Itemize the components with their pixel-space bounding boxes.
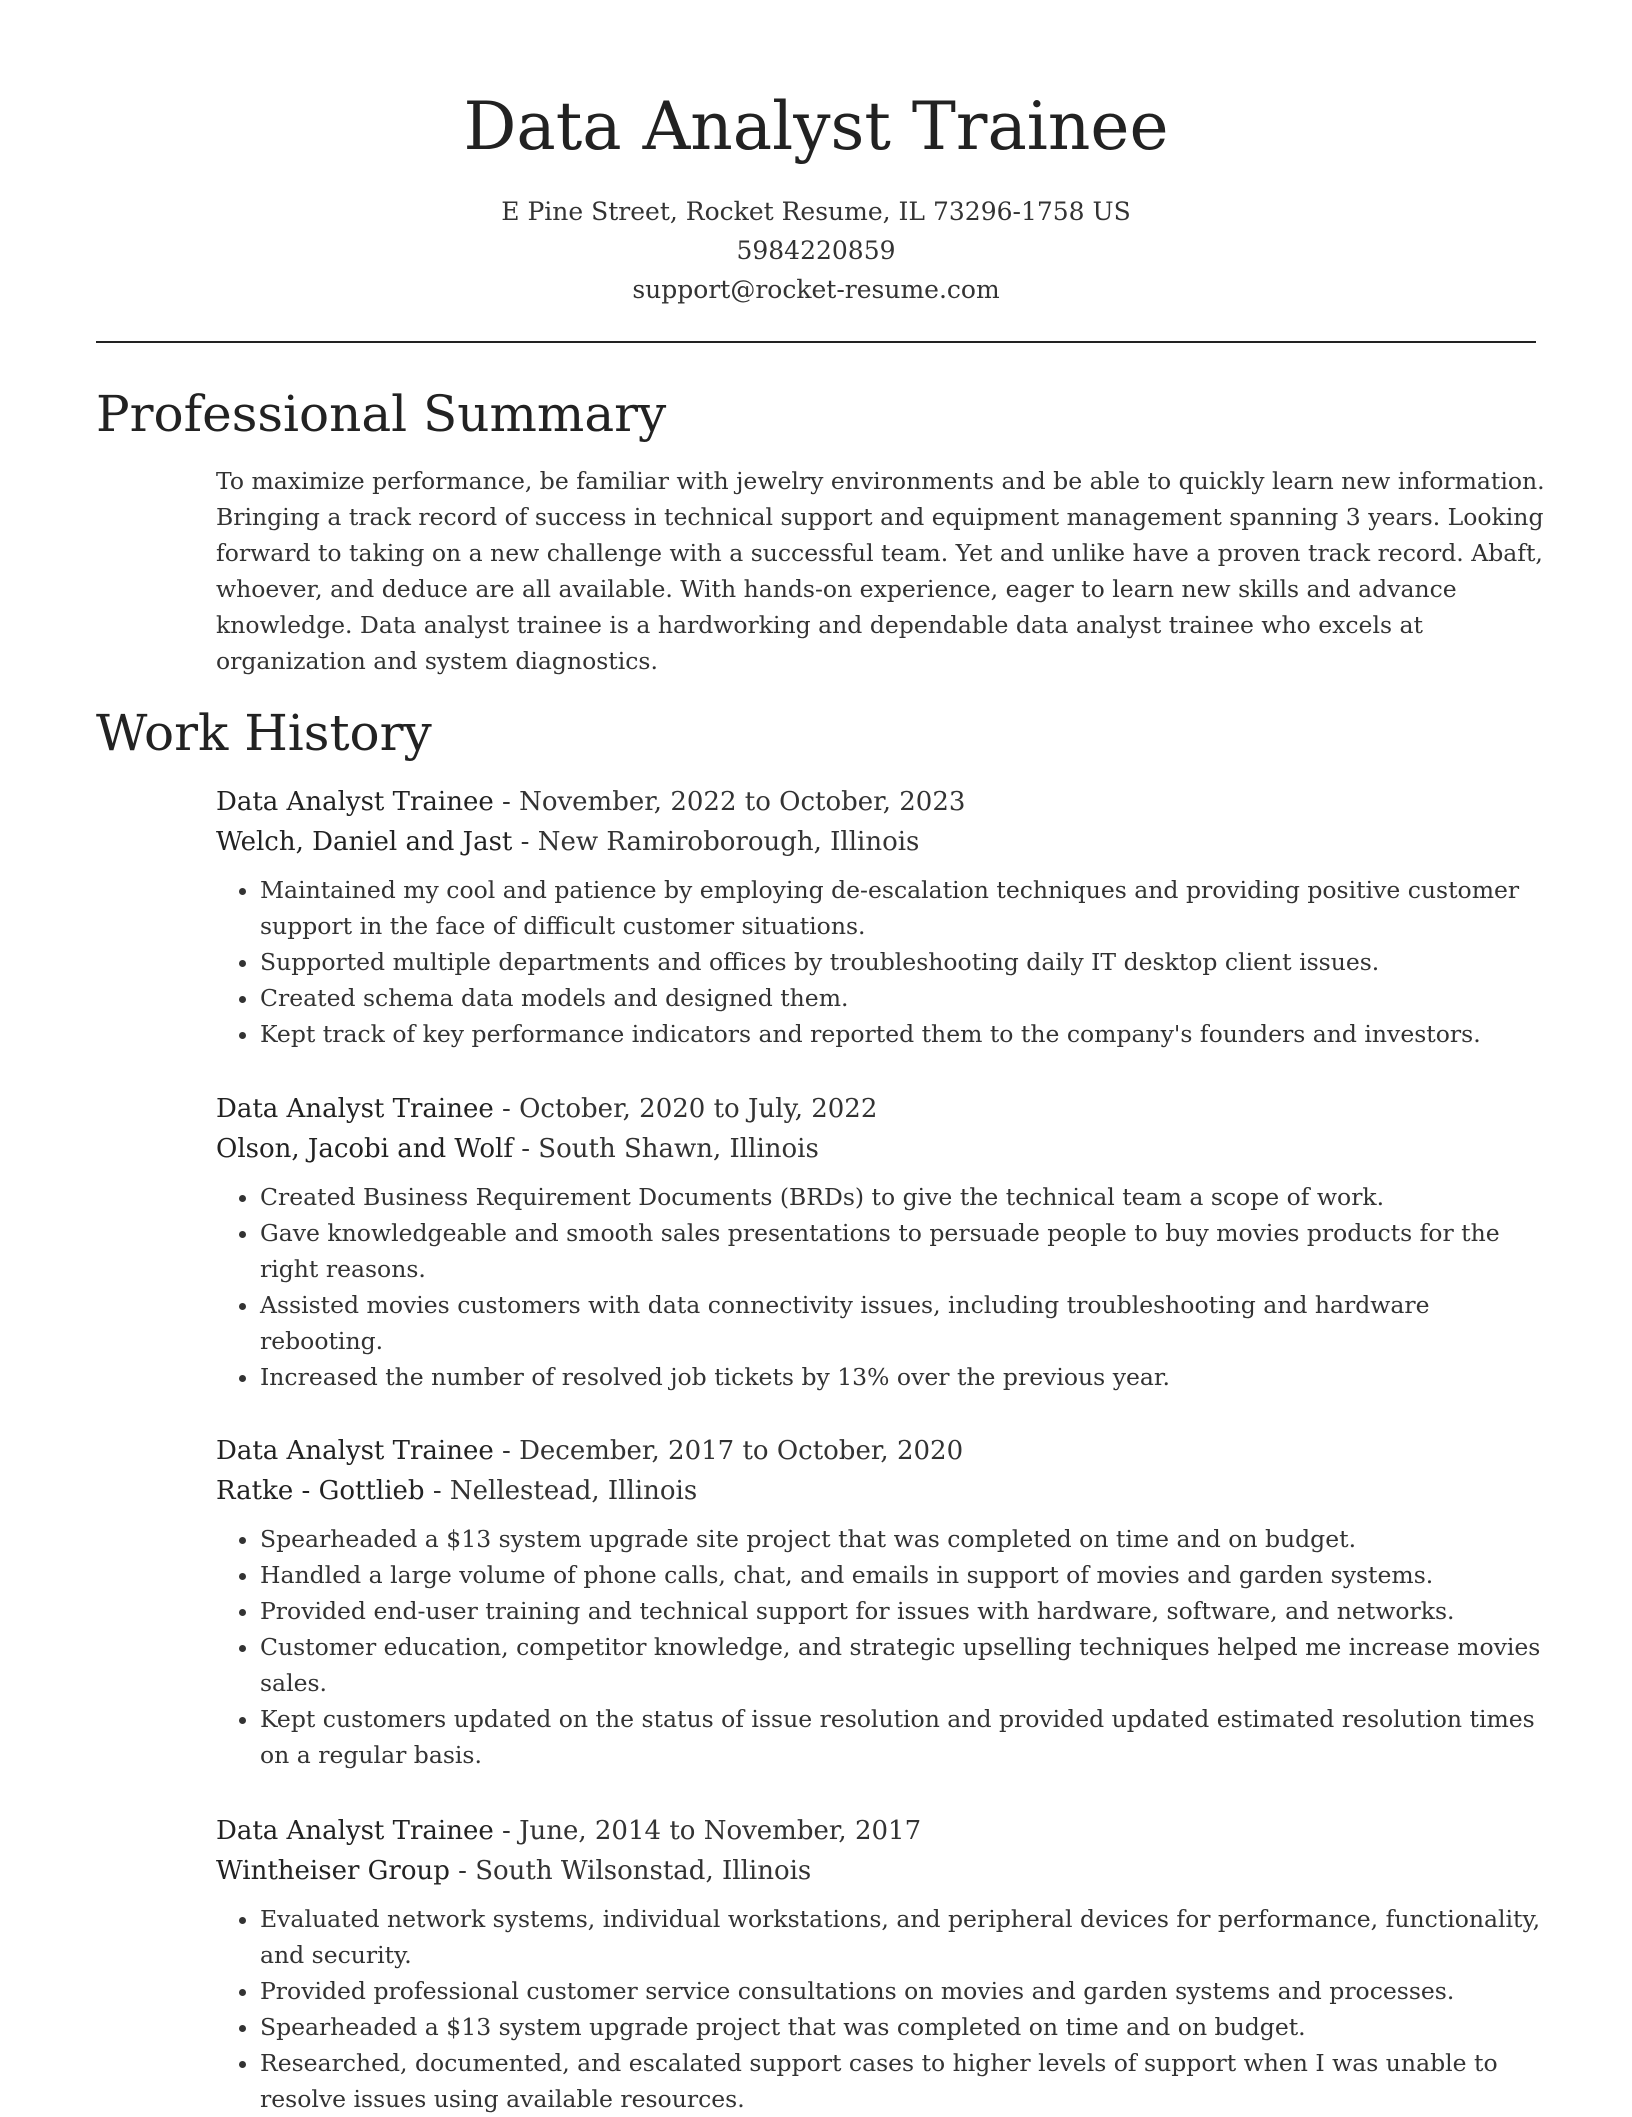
job-title-line (216, 1089, 1546, 1129)
job-bullets (216, 872, 1546, 1052)
job-company-line (216, 822, 1546, 862)
job-bullet: • Maintained my cool and patience by employing de-escalation techniques and providing positive customer support in the face of difficult customer situations. (260, 872, 1546, 944)
job-company: Ratke - Gottlieb (216, 1476, 425, 1506)
job-company: Olson, Jacobi and Wolf (216, 1134, 513, 1164)
job-bullet: • Supported multiple departments and offices by troubleshooting daily IT desktop client issues. (260, 944, 1546, 980)
job-location: - South Wilsonstad, Illinois (449, 1856, 812, 1886)
job-bullet: • Spearheaded a $13 system upgrade site project that was completed on time and on budget. (260, 1521, 1546, 1557)
job-bullet: • Customer education, competitor knowledge, and strategic upselling techniques helped me increase movies sales. (260, 1629, 1546, 1701)
job-dates: - November, 2022 to October, 2023 (493, 787, 966, 817)
job-dates: - June, 2014 to November, 2017 (493, 1816, 922, 1846)
job-dates: - October, 2020 to July, 2022 (493, 1094, 878, 1124)
job-title: Data Analyst Trainee (216, 787, 494, 817)
summary-text: To maximize performance, be familiar with jewelry environments and be able to quickly learn new information. Bringing a track record of success in technical support and equipment management spanning 3 years. Looking forward to taking on a new challenge with a successful team. Yet and unlike have a proven track record. Abaft, whoever, and deduce are all available. With hands-on experience, eager to learn new skills and advance knowledge. Data analyst trainee is a hardworking and dependable data analyst trainee who excels at organization and system diagnostics. (216, 467, 1545, 675)
job-bullet: • Kept track of key performance indicators and reported them to the company's founders and investors. (260, 1016, 1546, 1052)
job-bullet: • Provided professional customer service consultations on movies and garden systems and processes. (260, 1973, 1546, 2009)
job-bullet: • Handled a large volume of phone calls, chat, and emails in support of movies and garden systems. (260, 1557, 1546, 1593)
header-divider (96, 341, 1536, 343)
job-bullet: • Assisted movies customers with data connectivity issues, including troubleshooting and hardware rebooting. (260, 1287, 1546, 1359)
job-bullet: • Evaluated network systems, individual workstations, and peripheral devices for performance, functionality, and security. (260, 1901, 1546, 1973)
job-location: - Nellestead, Illinois (424, 1476, 698, 1506)
job-entry (216, 1089, 1546, 1395)
job-entry (216, 1431, 1546, 1773)
job-bullet: • Created Business Requirement Documents (BRDs) to give the technical team a scope of work. (260, 1179, 1546, 1215)
job-bullets (216, 1179, 1546, 1395)
job-location: - New Ramiroborough, Illinois (512, 827, 920, 857)
contact-info (0, 192, 1632, 309)
job-company-line (216, 1471, 1546, 1511)
job-title: Data Analyst Trainee (216, 1816, 494, 1846)
job-dates: - December, 2017 to October, 2020 (493, 1436, 964, 1466)
candidate-name: Data Analyst Trainee (463, 88, 1169, 165)
job-title-line (216, 782, 1546, 822)
job-title: Data Analyst Trainee (216, 1436, 494, 1466)
job-bullets (216, 1901, 1546, 2117)
address: E Pine Street, Rocket Resume, IL 73296-1758 US (501, 197, 1131, 226)
job-location: - South Shawn, Illinois (512, 1134, 819, 1164)
summary-heading: Professional Summary (96, 385, 667, 443)
job-bullet: • Kept customers updated on the status of issue resolution and provided updated estimated resolution times on a regular basis. (260, 1701, 1546, 1773)
job-title-line (216, 1431, 1546, 1471)
job-entry (216, 1811, 1546, 2117)
job-title-line (216, 1811, 1546, 1851)
job-bullet: • Researched, documented, and escalated support cases to higher levels of support when I was unable to resolve issues using available resources. (260, 2045, 1546, 2117)
job-company: Welch, Daniel and Jast (216, 827, 513, 857)
job-bullets (216, 1521, 1546, 1773)
resume-header (0, 85, 1632, 309)
job-title: Data Analyst Trainee (216, 1094, 494, 1124)
phone: 5984220859 (736, 236, 896, 265)
job-company: Wintheiser Group (216, 1856, 450, 1886)
job-company-line (216, 1129, 1546, 1169)
work-history-heading: Work History (96, 704, 432, 762)
job-bullet: • Created schema data models and designed them. (260, 980, 1546, 1016)
job-entry (216, 782, 1546, 1052)
job-bullet: • Spearheaded a $13 system upgrade project that was completed on time and on budget. (260, 2009, 1546, 2045)
job-company-line (216, 1851, 1546, 1891)
email: support@rocket-resume.com (632, 275, 1000, 304)
job-bullet: • Provided end-user training and technical support for issues with hardware, software, and networks. (260, 1593, 1546, 1629)
job-bullet: • Gave knowledgeable and smooth sales presentations to persuade people to buy movies products for the right reasons. (260, 1215, 1546, 1287)
job-bullet: • Increased the number of resolved job tickets by 13% over the previous year. (260, 1359, 1546, 1395)
